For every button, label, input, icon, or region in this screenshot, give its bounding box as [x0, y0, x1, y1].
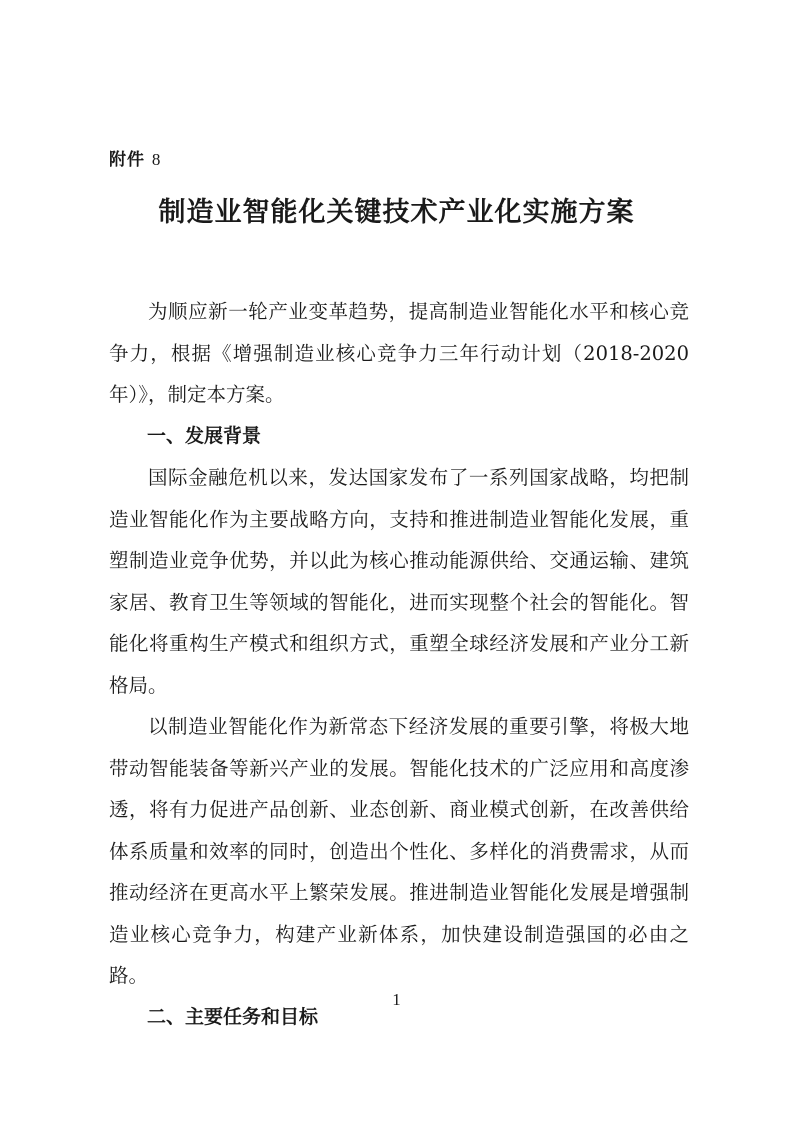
section-heading-tasks: 二、主要任务和目标	[147, 1005, 319, 1028]
document-title: 制造业智能化关键技术产业化实施方案	[158, 197, 635, 228]
annex-label	[109, 145, 161, 170]
annex-label-text: 附件	[109, 150, 145, 170]
annex-number: 8	[151, 150, 162, 169]
intro-paragraph: 为顺应新一轮产业变革趋势，提高制造业智能化水平和核心竞争力，根据《增强制造业核心竞争力三年行动计划（2018-2020年）》，制定本方案。	[109, 300, 689, 406]
document-body	[109, 291, 689, 1038]
section-heading-background: 一、发展背景	[147, 424, 262, 447]
background-paragraph-2: 以制造业智能化作为新常态下经济发展的重要引擎，将极大地带动智能装备等新兴产业的发展。智能化技术的广泛应用和高度渗透，将有力促进产品创新、业态创新、商业模式创新，在改善供给体系质量和效率的同时，创造出个性化、多样化的消费需求，从而推动经济在更高水平上繁荣发展。推进制造业智能化发展是增强制造业核心竞争力，构建产业新体系，加快建设制造强国的必由之路。	[109, 715, 689, 987]
page-number: 1	[392, 990, 401, 1009]
background-paragraph-1: 国际金融危机以来，发达国家发布了一系列国家战略，均把制造业智能化作为主要战略方向，支持和推进制造业智能化发展，重塑制造业竞争优势，并以此为核心推动能源供给、交通运输、建筑家居、教育卫生等领域的智能化，进而实现整个社会的智能化。智能化将重构生产模式和组织方式，重塑全球经济发展和产业分工新格局。	[109, 466, 689, 697]
